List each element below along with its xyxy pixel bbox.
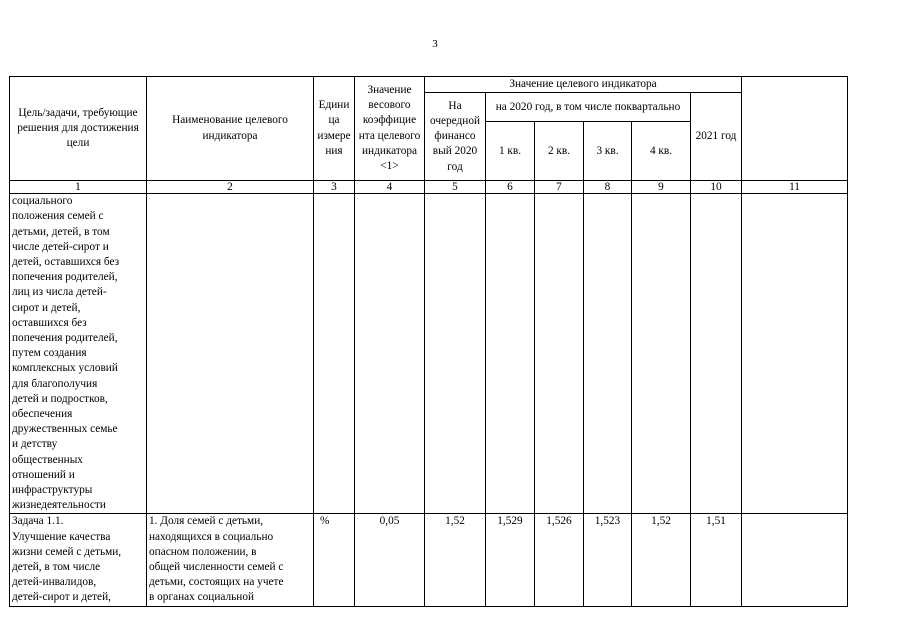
- cell-line: в органах социальной: [149, 591, 255, 604]
- goal-cell: [10, 194, 147, 514]
- cell-line: попечения родителей,: [12, 332, 118, 345]
- q2-cell: 1,526: [535, 514, 584, 606]
- indicator-cell: [147, 194, 314, 514]
- weight-cell: 0,05: [355, 514, 425, 606]
- cell-line: числе детей-сирот и: [12, 240, 109, 253]
- cell-line: детей, оставшихся без: [12, 256, 120, 269]
- cell-line: комплексных условий: [12, 362, 118, 375]
- cell-line: 1. Доля семей с детьми,: [149, 515, 264, 528]
- column-number-3: 3: [314, 181, 355, 194]
- column-number-8: 8: [584, 181, 632, 194]
- header-target-value: Значение целевого индикатора: [425, 77, 742, 93]
- column-number-9: 9: [632, 181, 691, 194]
- cell-line: путем создания: [12, 347, 87, 360]
- header-indicator-name: Наименование целевого индикатора: [147, 77, 314, 181]
- q1-cell: [486, 194, 535, 514]
- cell-line: Задача 1.1.: [12, 515, 64, 528]
- weight-cell: [355, 194, 425, 514]
- column-number-4: 4: [355, 181, 425, 194]
- indicator-table: [9, 76, 848, 607]
- header-next-fin-year: На очередной финансо вый 2020 год: [425, 93, 486, 181]
- cell-line: опасном положении, в: [149, 545, 257, 558]
- goal-cell: [10, 514, 147, 606]
- q3-cell: 1,523: [584, 514, 632, 606]
- q4-cell: [632, 194, 691, 514]
- column-number-11: 11: [742, 181, 848, 194]
- note-cell: [742, 194, 848, 514]
- header-q1: 1 кв.: [486, 122, 535, 181]
- cell-line: сирот и детей,: [12, 301, 81, 314]
- header-unit: Едини ца измере ния: [314, 77, 355, 181]
- column-number-1: 1: [10, 181, 147, 194]
- cell-line: жизни семей с детьми,: [12, 545, 122, 558]
- cell-line: детей-инвалидов,: [12, 576, 97, 589]
- cell-line: жизнедеятельности: [12, 499, 106, 512]
- q2-cell: [535, 194, 584, 514]
- cell-line: инфраструктуры: [12, 484, 93, 497]
- unit-cell: %: [314, 514, 355, 606]
- cell-line: попечения родителей,: [12, 271, 118, 284]
- cell-line: лиц из числа детей-: [12, 286, 107, 299]
- cell-line: социального: [12, 195, 73, 208]
- column-number-row: [10, 181, 848, 194]
- column-number-5: 5: [425, 181, 486, 194]
- cell-line: отношений и: [12, 468, 75, 481]
- column-number-10: 10: [691, 181, 742, 194]
- header-note: [742, 77, 848, 181]
- header-quarterly-2020: на 2020 год, в том числе поквартально: [486, 93, 691, 122]
- year-2021-cell: 1,51: [691, 514, 742, 606]
- note-cell: [742, 514, 848, 606]
- header-q4: 4 кв.: [632, 122, 691, 181]
- year-2021-cell: [691, 194, 742, 514]
- cell-line: находящихся в социально: [149, 530, 274, 543]
- next-year-cell: [425, 194, 486, 514]
- cell-line: оставшихся без: [12, 316, 87, 329]
- next-year-cell: 1,52: [425, 514, 486, 606]
- cell-line: дружественных семье: [12, 423, 118, 436]
- cell-line: детей, в том числе: [12, 561, 101, 574]
- header-q3: 3 кв.: [584, 122, 632, 181]
- column-number-6: 6: [486, 181, 535, 194]
- cell-line: детьми, детей, в том: [12, 225, 110, 238]
- cell-line: и детству: [12, 438, 58, 451]
- cell-line: Улучшение качества: [12, 530, 111, 543]
- cell-line: общей численности семей с: [149, 561, 284, 574]
- page-number: 3: [432, 38, 438, 50]
- cell-line: для благополучия: [12, 377, 98, 390]
- header-year-2021: 2021 год: [691, 93, 742, 181]
- cell-line: детей-сирот и детей,: [12, 591, 111, 604]
- header-weight: Значение весового коэффицие нта целевого индикатора <1>: [355, 77, 425, 181]
- indicator-cell: [147, 514, 314, 606]
- unit-cell: [314, 194, 355, 514]
- q1-cell: 1,529: [486, 514, 535, 606]
- cell-line: обеспечения: [12, 408, 73, 421]
- q3-cell: [584, 194, 632, 514]
- cell-line: детей и подростков,: [12, 392, 108, 405]
- q4-cell: 1,52: [632, 514, 691, 606]
- column-number-7: 7: [535, 181, 584, 194]
- column-number-2: 2: [147, 181, 314, 194]
- header-goal: Цель/задачи, требующие решения для достижения цели: [10, 77, 147, 181]
- cell-line: детьми, состоящих на учете: [149, 576, 284, 589]
- cell-line: положения семей с: [12, 210, 104, 223]
- header-q2: 2 кв.: [535, 122, 584, 181]
- cell-line: общественных: [12, 453, 83, 466]
